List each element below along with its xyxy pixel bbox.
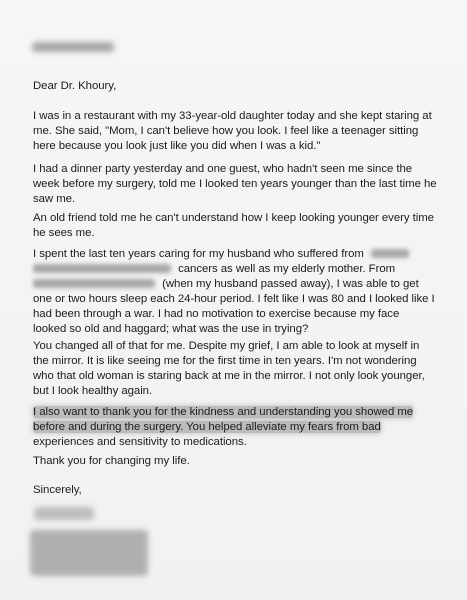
p4-line3: (when my husband passed away), I was able to get xyxy=(162,278,419,290)
p2-line: week before my surgery, told me I looked ten years younger than the last time he xyxy=(33,178,437,190)
p1-line: me. She said, "Mom, I can't believe how you look. I feel like a teenager sitting xyxy=(33,125,419,137)
p6-line: experiences and sensitivity to medications. xyxy=(33,436,247,448)
p4-line xyxy=(33,262,451,277)
p4-line xyxy=(33,247,451,262)
p2-line: saw me. xyxy=(33,193,76,205)
salutation xyxy=(33,79,451,94)
p6-shaded: before and during the surgery. You helped alleviate my fears from bad xyxy=(33,421,381,433)
redacted-text xyxy=(33,264,171,273)
p4-line: had been through a war. I had no motivation to exercise because my face xyxy=(33,308,400,320)
p2-line: I had a dinner party yesterday and one guest, who hadn't seen me since the xyxy=(33,163,413,175)
p5-line: You changed all of that for me. Despite my grief, I am able to look at myself in xyxy=(33,340,420,352)
p1-line: here because you look just like you did when I was a kid." xyxy=(33,140,321,152)
paragraph-5 xyxy=(33,339,451,399)
p3-line: An old friend told me he can't understand how I keep looking younger every time xyxy=(33,212,434,224)
p4-line xyxy=(33,277,451,292)
p7-line: Thank you for changing my life. xyxy=(33,455,190,467)
p5-line: who that old woman is staring back at me in the mirror. I not only look younger, xyxy=(33,370,425,382)
p6-line xyxy=(33,420,451,435)
salutation-text: Dear Dr. Khoury, xyxy=(33,80,117,92)
paragraph-7 xyxy=(33,454,451,469)
redacted-text xyxy=(371,249,409,258)
closing xyxy=(33,483,451,498)
p4-line: looked so old and haggard; what was the use in trying? xyxy=(33,323,309,335)
redacted-text xyxy=(33,279,155,288)
closing-text: Sincerely, xyxy=(33,484,82,496)
redacted-date xyxy=(32,42,114,52)
p5-line: but I look healthy again. xyxy=(33,385,153,397)
paragraph-1 xyxy=(33,109,451,154)
paragraph-2 xyxy=(33,162,451,207)
redacted-name-block xyxy=(30,530,148,576)
p5-line: the mirror. It is like seeing me for the first time in ten years. I'm not wondering xyxy=(33,355,417,367)
p6-line xyxy=(33,405,451,420)
p6-shaded: I also want to thank you for the kindness and understanding you showed me xyxy=(33,406,414,418)
paragraph-6 xyxy=(33,405,451,450)
p1-line: I was in a restaurant with my 33-year-old daughter today and she kept staring at xyxy=(33,110,432,122)
paragraph-4 xyxy=(33,247,451,337)
p4-line: one or two hours sleep each 24-hour period. I felt like I was 80 and I looked like I xyxy=(33,293,435,305)
redacted-signature xyxy=(34,507,94,520)
p4-line1: I spent the last ten years caring for my husband who suffered from xyxy=(33,248,364,260)
paragraph-3 xyxy=(33,211,451,241)
p3-line: he sees me. xyxy=(33,227,95,239)
p4-line2: cancers as well as my elderly mother. From xyxy=(178,263,396,275)
